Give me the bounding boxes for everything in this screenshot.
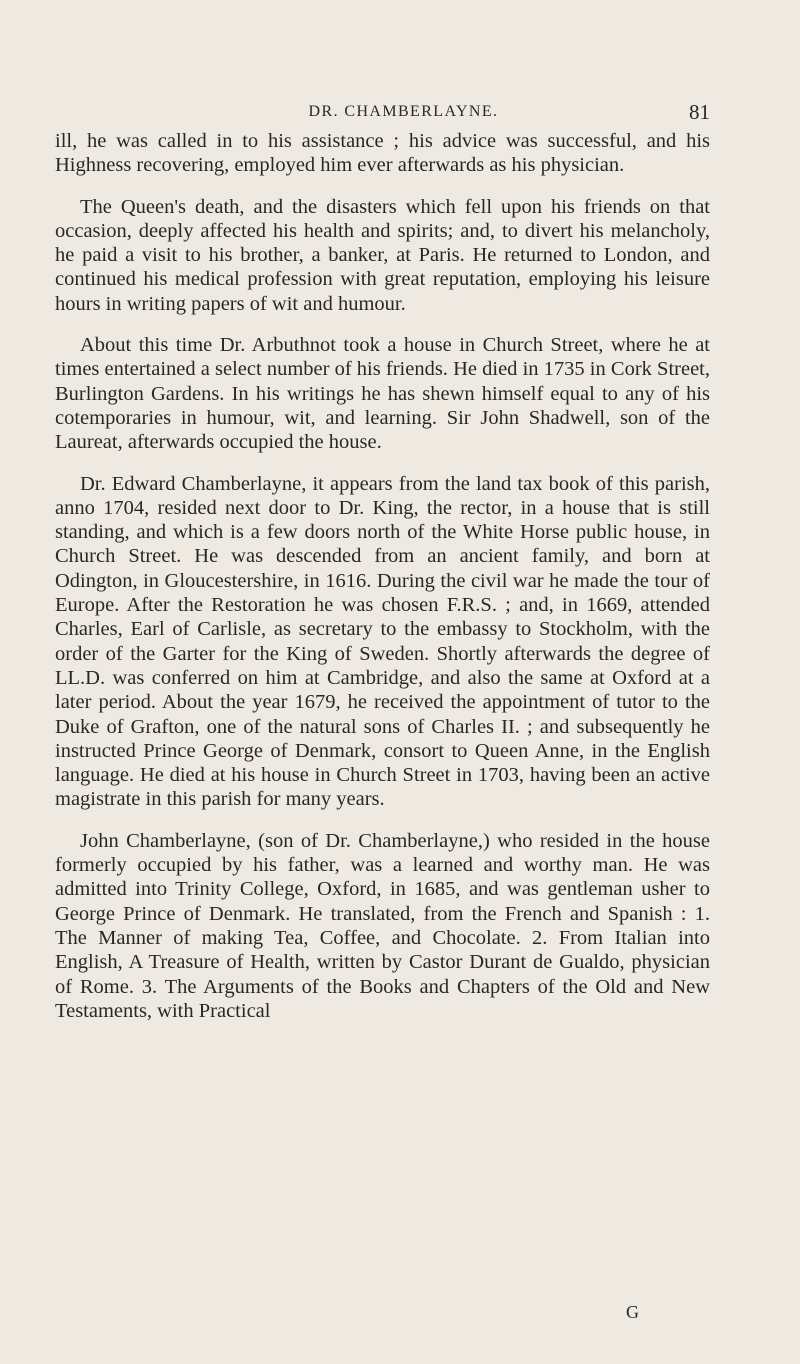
paragraph: John Chamberlayne, (son of Dr. Chamberlayne,) who resided in the house formerly occupied by his father, was a learned and worthy man. He was admitted into Trinity College, Oxford, in 1685, and was gentleman usher to George Prince of Denmark. He translated, from the French and Spanish : 1. The Manner of making Tea, Coffee, and Chocolate. 2. From Italian into English, A Treasure of Health, written by Castor Durant de Gualdo, physician of Rome. 3. The Arguments of the Books and Chapters of the Old and New Testaments, with Practical [55, 829, 710, 1022]
paragraph: About this time Dr. Arbuthnot took a house in Church Street, where he at times entertained a select number of his friends. He died in 1735 in Cork Street, Burlington Gardens. In his writings he has shewn himself equal to any of his cotemporaries in humour, wit, and learning. Sir John Shadwell, son of the Laureat, afterwards occupied the house. [55, 334, 710, 454]
body-text [55, 129, 710, 1040]
paragraph: ill, he was called in to his assistance ; his advice was successful, and his Highness recovering, employed him ever afterwards as his physician. [55, 130, 710, 177]
signature-mark: G [626, 1302, 639, 1322]
paragraph: The Queen's death, and the disasters which fell upon his friends on that occasion, deeply affected his health and spirits; and, to divert his melancholy, he paid a visit to his brother, a banker, at Paris. He returned to London, and continued his medical profession with great reputation, employing his leisure hours in writing papers of wit and humour. [55, 195, 710, 315]
running-head [97, 100, 710, 124]
paragraph: Dr. Edward Chamberlayne, it appears from the land tax book of this parish, anno 1704, resided next door to Dr. King, the rector, in a house that is still standing, and which is a few doors north of the White Horse public house, in Church Street. He was descended from an ancient family, and born at Odington, in Gloucestershire, in 1616. During the civil war he made the tour of Europe. After the Restoration he was chosen F.R.S. ; and, in 1669, attended Charles, Earl of Carlisle, as secretary to the embassy to Stockholm, with the order of the Garter for the King of Sweden. Shortly afterwards the degree of LL.D. was conferred on him at Cambridge, and also the same at Oxford at a later period. About the year 1679, he received the appointment of tutor to the Duke of Grafton, one of the natural sons of Charles II. ; and subsequently he instructed Prince George of Denmark, consort to Queen Anne, in the English language. He died at his house in Church Street in 1703, having been an active magistrate in this parish for many years. [55, 472, 710, 811]
running-title: DR. CHAMBERLAYNE. [308, 103, 499, 120]
page-number: 81 [689, 100, 710, 124]
